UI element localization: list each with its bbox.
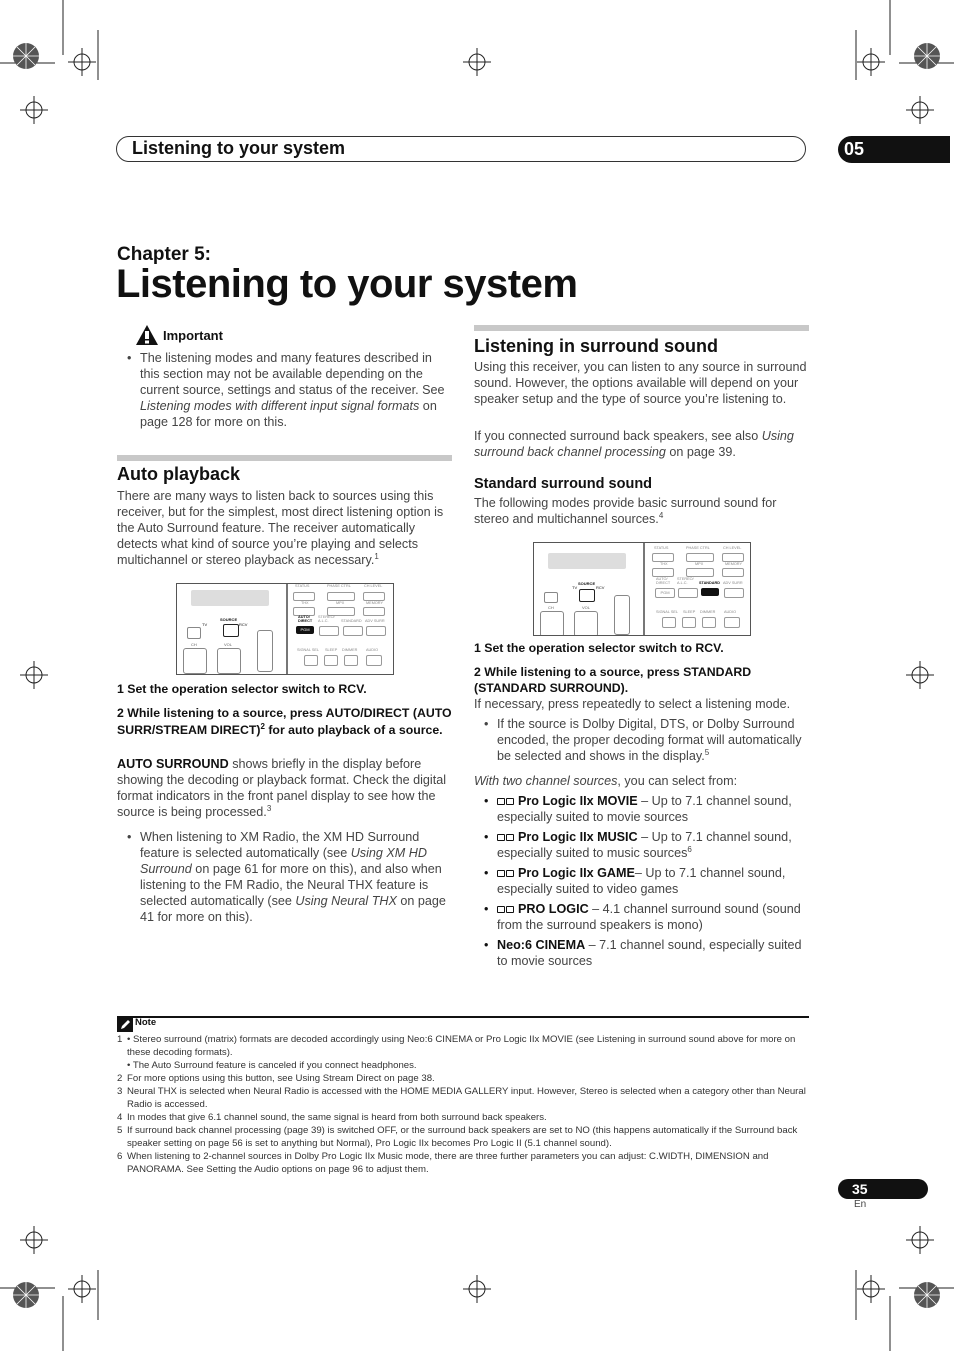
footnotes (117, 1033, 811, 1176)
standard-label: STANDARD (699, 581, 721, 585)
auto-direct-button[interactable]: PGM (296, 626, 314, 634)
standard-surround-intro: The following modes provide basic surround sound for stereo and multichannel sources.$^4$ (474, 496, 777, 526)
standard-button[interactable] (343, 626, 363, 636)
surround-heading: Listening in surround sound (474, 336, 718, 356)
ch-level-label: CH LEVEL (364, 584, 383, 588)
auto-direct-label: AUTO/ DIRECT (656, 577, 671, 585)
number-button-3[interactable] (702, 617, 716, 628)
standard-step-2-note: If necessary, press repeatedly to select a listening mode. (474, 697, 791, 711)
footnote-2: 2 For more options using this button, see Using Stream Direct on page 38. (117, 1073, 435, 1084)
mpx-label: MPX (336, 601, 345, 605)
status-label: STATUS (295, 584, 310, 588)
page-number: 35 (838, 1179, 928, 1199)
language-label: En (854, 1199, 867, 1210)
standard-button[interactable] (701, 588, 719, 596)
rcv-label: RCV (239, 622, 248, 627)
footnote-6: 6 When listening to 2-channel sources in Dolby Pro Logic IIx Music mode, there are three further parameters you can adjust: C.WIDTH, DIMENSION and PANORAMA. See Setting the Audio options on page 96 to adjust them. (117, 1151, 769, 1175)
section-rule (117, 455, 452, 461)
operation-selector-switch[interactable] (579, 589, 595, 602)
phase-ctrl-label: PHASE CTRL (686, 546, 710, 550)
auto-step-1: 1 Set the operation selector switch to RCV. (117, 682, 367, 696)
footnote-5: 5 If surround back channel processing (page 39) is switched OFF, or the surround back speakers are set to NO (this happens automatically if the Surround back speaker setting on page 56 is set to anything but Normal), Pro Logic IIx becomes Pro Logic II (5.1 channel sound). (117, 1125, 798, 1149)
note-pencil-icon (117, 1018, 133, 1032)
source-label: SOURCE (578, 581, 596, 586)
power-button[interactable] (187, 627, 201, 639)
mode-item: • Neo:6 CINEMA – 7.1 channel sound, especially suited to movie sources (484, 938, 802, 968)
memory-label: MEMORY (366, 601, 384, 605)
footnote-4: 4 In modes that give 6.1 channel sound, the same signal is heard from both surround back speakers. (117, 1112, 547, 1123)
chapter-number-tab: 05 (838, 136, 950, 163)
adv-surr-label: ADV SURR (723, 581, 743, 585)
surround-back-note: If you connected surround back speakers, see also Using surround back channel processing on page 39. (474, 429, 794, 459)
number-button-1[interactable] (662, 617, 676, 628)
number-button-2[interactable] (682, 617, 696, 628)
signal-sel-label: SIGNAL SEL (656, 610, 679, 614)
memory-label: MEMORY (725, 562, 743, 566)
adv-surr-button[interactable] (366, 626, 386, 636)
source-label: SOURCE (220, 617, 238, 622)
tv-volume-rocker[interactable] (257, 630, 273, 672)
sleep-label: SLEEP (683, 610, 696, 614)
auto-bullet-xm: • When listening to XM Radio, the XM HD Surround feature is selected automatically (see Using XM HD Surround on page 61 for more on this), and also when listening to the FM Radio, the Neural THX feature is selected automatically (see Using Neural THX on page 41 for more on this). (127, 830, 446, 924)
important-bullet: • The listening modes and many features described in this section may not be available depending on the current source, settings and status of the receiver. See Listening modes with different input signal formats on page 128 for more on this. (127, 351, 445, 429)
audio-button[interactable] (366, 655, 382, 666)
footnote-1b: • The Auto Surround feature is canceled if you connect headphones. (127, 1060, 417, 1071)
signal-sel-label: SIGNAL SEL (297, 648, 320, 652)
stereo-alc-label: STEREO/ A.L.C. (677, 577, 694, 585)
auto-step-2: 2 While listening to a source, press AUTO/DIRECT (AUTO SURR/STREAM DIRECT)$^2$ for auto playback of a source. (117, 706, 452, 737)
channel-rocker[interactable] (183, 648, 207, 674)
thx-label: THX (301, 601, 309, 605)
audio-label: AUDIO (724, 610, 737, 614)
footnote-3: 3 Neural THX is selected when Neural Radio is accessed with the HOME MEDIA GALLERY input. However, Stereo is selected when a category other than Neural Radio is accessed. (117, 1086, 806, 1110)
number-button-3[interactable] (344, 655, 358, 666)
dolby-bullet: • If the source is Dolby Digital, DTS, or Dolby Surround encoded, the proper decoding format will automatically be selected and shows in the display.$^5$ (484, 717, 802, 763)
auto-playback-heading: Auto playback (117, 464, 241, 484)
standard-label: STANDARD (341, 619, 362, 623)
surround-intro: Using this receiver, you can listen to any source in surround sound. However, the options available will depend on your speaker setup and the type of source you’re listening to. (474, 360, 807, 406)
tv-label: TV (202, 622, 208, 627)
power-button[interactable] (544, 592, 558, 603)
standard-step-2: 2 While listening to a source, press STANDARD (STANDARD SURROUND). (474, 665, 752, 695)
number-button-2[interactable] (324, 655, 338, 666)
chapter-title: Listening to your system (116, 262, 578, 306)
auto-surround-description: AUTO SURROUND shows briefly in the display before showing the decoding or playback format. Check the digital format indicators in the front panel display to see how the source is being processed.$^3$ (117, 757, 447, 819)
auto-direct-label: AUTO/ DIRECT (298, 615, 313, 623)
note-heading: Note (135, 1017, 157, 1028)
mode-item: • Pro Logic IIx MOVIE – Up to 7.1 channel sound, especially suited to movie sources (484, 794, 792, 824)
audio-button[interactable] (724, 617, 740, 628)
mode-item: • Pro Logic IIx MUSIC – Up to 7.1 channel sound, especially suited to music sources$^6$ (484, 830, 792, 860)
audio-label: AUDIO (366, 648, 379, 652)
important-heading: Important (163, 328, 223, 343)
number-button-1[interactable] (304, 655, 318, 666)
dimmer-label: DIMMER (342, 648, 358, 652)
standard-surround-heading: Standard surround sound (474, 476, 653, 492)
phase-ctrl-label: PHASE CTRL (327, 584, 351, 588)
sleep-label: SLEEP (325, 648, 338, 652)
rcv-label: RCV (596, 585, 605, 590)
stereo-button[interactable] (319, 626, 339, 636)
chapter-label: Chapter 5: (117, 244, 211, 265)
operation-selector-switch[interactable] (223, 624, 239, 637)
auto-playback-intro: There are many ways to listen back to sources using this receiver, but for the simplest, most direct listening option is the Auto Surround feature. The receiver automatically detects what kind of source you’re playing and selects multichannel or stereo playback as necessary.$^1$ (117, 489, 444, 567)
adv-surr-label: ADV SURR (365, 619, 385, 623)
adv-surr-button[interactable] (724, 588, 744, 598)
vol-label: VOL (582, 605, 591, 610)
status-label: STATUS (654, 546, 669, 550)
vol-label: VOL (224, 642, 233, 647)
mode-item: • PRO LOGIC – 4.1 channel surround sound (sound from the surround speakers is mono) (484, 902, 801, 932)
remote-illustration-standard (533, 542, 751, 636)
volume-rocker[interactable] (217, 648, 241, 674)
ch-label: CH (191, 642, 197, 647)
auto-direct-button[interactable]: PGM (655, 588, 675, 598)
stereo-alc-label: STEREO/ A.L.C. (318, 615, 335, 623)
two-channel-intro: With two channel sources, you can select from: (474, 774, 738, 788)
tv-label: TV (572, 585, 578, 590)
ch-level-label: CH LEVEL (723, 546, 742, 550)
mpx-label: MPX (695, 562, 704, 566)
running-header-title: Listening to your system (132, 138, 346, 158)
remote-illustration-auto (176, 583, 394, 675)
tv-volume-rocker[interactable] (614, 595, 630, 635)
stereo-button[interactable] (678, 588, 698, 598)
dimmer-label: DIMMER (700, 610, 716, 614)
note-rule (117, 1016, 809, 1018)
thx-label: THX (660, 562, 668, 566)
volume-rocker[interactable] (574, 611, 598, 636)
ch-label: CH (548, 605, 554, 610)
standard-step-1: 1 Set the operation selector switch to RCV. (474, 641, 724, 655)
section-rule-right (474, 325, 809, 331)
channel-rocker[interactable] (540, 611, 564, 636)
important-hand-icon (135, 324, 159, 346)
footnote-1: 1 • Stereo surround (matrix) formats are decoded accordingly using Neo:6 CINEMA or Pro Logic IIx MOVIE (see Listening in surround sound above for more on these decoding formats). (117, 1034, 796, 1058)
mode-item: • Pro Logic IIx GAME– Up to 7.1 channel sound, especially suited to video games (484, 866, 786, 896)
